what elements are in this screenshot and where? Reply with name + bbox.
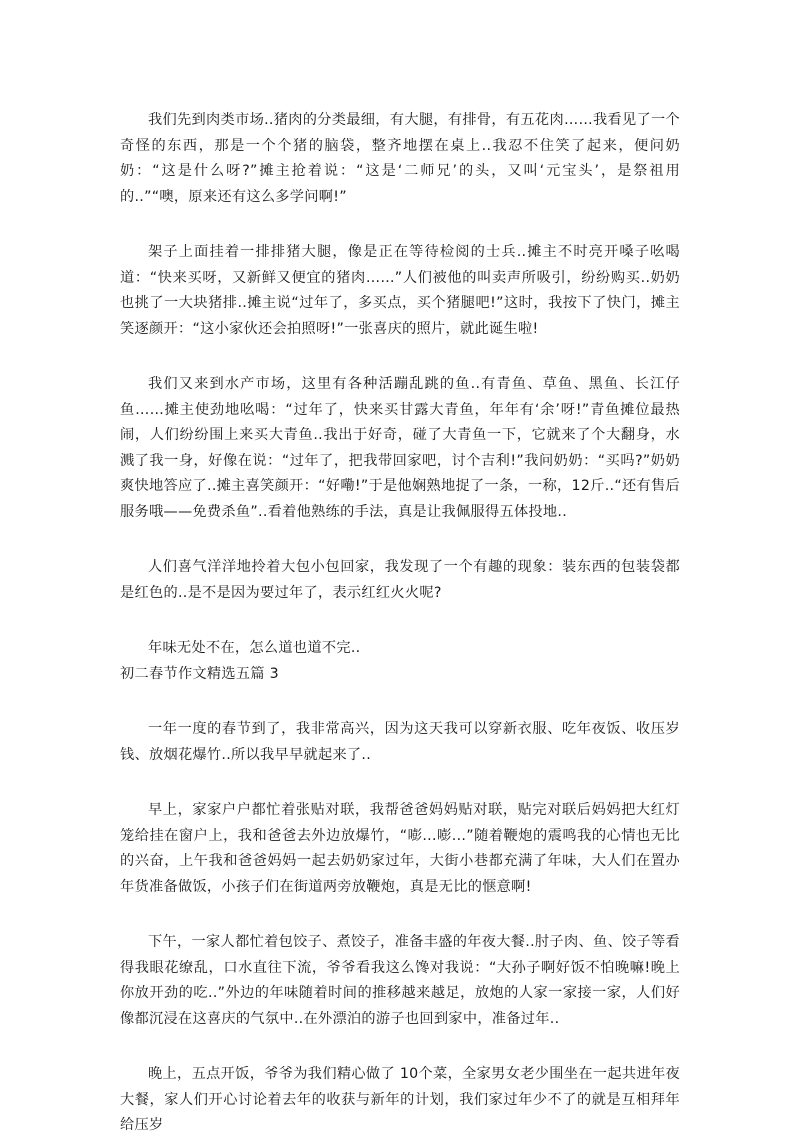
paragraph: 年味无处不在，怎么道也道不完.. [148,640,361,656]
document-page [120,108,680,1139]
paragraph: 我们先到肉类市场..猪肉的分类最细，有大腿，有排骨，有五花肉……我看见了一个奇怪的东西，那是一个个猪的脑袋，整齐地摆在桌上..我忍不住笑了起来，便问奶奶：“这是什么呀?”摊主抢着说：“这是‘二师兄’的头，又叫‘元宝头’，是祭祖用的..”“噢，原来还有这么多学问啊!” [120,112,680,205]
paragraph: 我们又来到水产市场，这里有各种活蹦乱跳的鱼..有青鱼、草鱼、黑鱼、长江仔鱼……摊主使劲地吆喝：“过年了，快来买甘露大青鱼，年年有‘余’呀!”青鱼摊位最热闹，人们纷纷围上来买大青鱼..我出于好奇，碰了大青鱼一下，它就来了个大翻身，水溅了我一身，好像在说：“过年了，把我带回家吧，讨个吉利!”我问奶奶：“买吗?”奶奶爽快地答应了..摊主喜笑颜开：“好嘞!”于是他娴熟地捉了一条，一称，12斤..“还有售后服务哦——免费杀鱼”..看着他熟练的手法，真是让我佩服得五体投地.. [120,376,680,520]
paragraph: 人们喜气洋洋地拎着大包小包回家，我发现了一个有趣的现象：装东西的包装袋都是红色的..是不是因为要过年了，表示红红火火呢? [120,559,680,601]
paragraph: 晚上，五点开饭，爷爷为我们精心做了 10个菜，全家男女老少围坐在一起共进年夜大餐，家人们开心讨论着去年的收获与新年的计划，我们家过年少不了的就是互相拜年给压岁 [120,1066,680,1133]
section-heading: 初二春节作文精选五篇 3 [120,665,280,682]
paragraph: 下午，一家人都忙着包饺子、煮饺子，准备丰盛的年夜大餐..肘子肉、鱼、饺子等看得我眼花缭乱，口水直往下流，爷爷看我这么馋对我说：“大孙子啊好饭不怕晚嘛!晚上你放开劲的吃..”外边的年味随着时间的推移越来越足，放炮的人家一家接一家，人们好像都沉浸在这喜庆的气氛中..在外漂泊的游子也回到家中，准备过年.. [120,934,680,1027]
paragraph: 一年一度的春节到了，我非常高兴，因为这天我可以穿新衣服、吃年夜饭、收压岁钱、放烟花爆竹..所以我早早就起来了.. [120,721,680,763]
paragraph: 早上，家家户户都忙着张贴对联，我帮爸爸妈妈贴对联，贴完对联后妈妈把大红灯笼给挂在窗户上，我和爸爸去外边放爆竹，“嘭...嘭...”随着鞭炮的震鸣我的心情也无比的兴奋，上午我和爸爸妈妈一起去奶奶家过年，大街小巷都充满了年味，大人们在置办年货准备做饭，小孩子们在街道两旁放鞭炮，真是无比的惬意啊! [120,802,680,895]
paragraph: 架子上面挂着一排排猪大腿，像是正在等待检阅的士兵..摊主不时亮开嗓子吆喝道：“快来买呀，又新鲜又便宜的猪肉……”人们被他的叫卖声所吸引，纷纷购买..奶奶也挑了一大块猪排..摊主说“过年了，多买点，买个猪腿吧!”这时，我按下了快门，摊主笑逐颜开：“这小家伙还会拍照呀!”一张喜庆的照片，就此诞生啦! [120,244,680,337]
